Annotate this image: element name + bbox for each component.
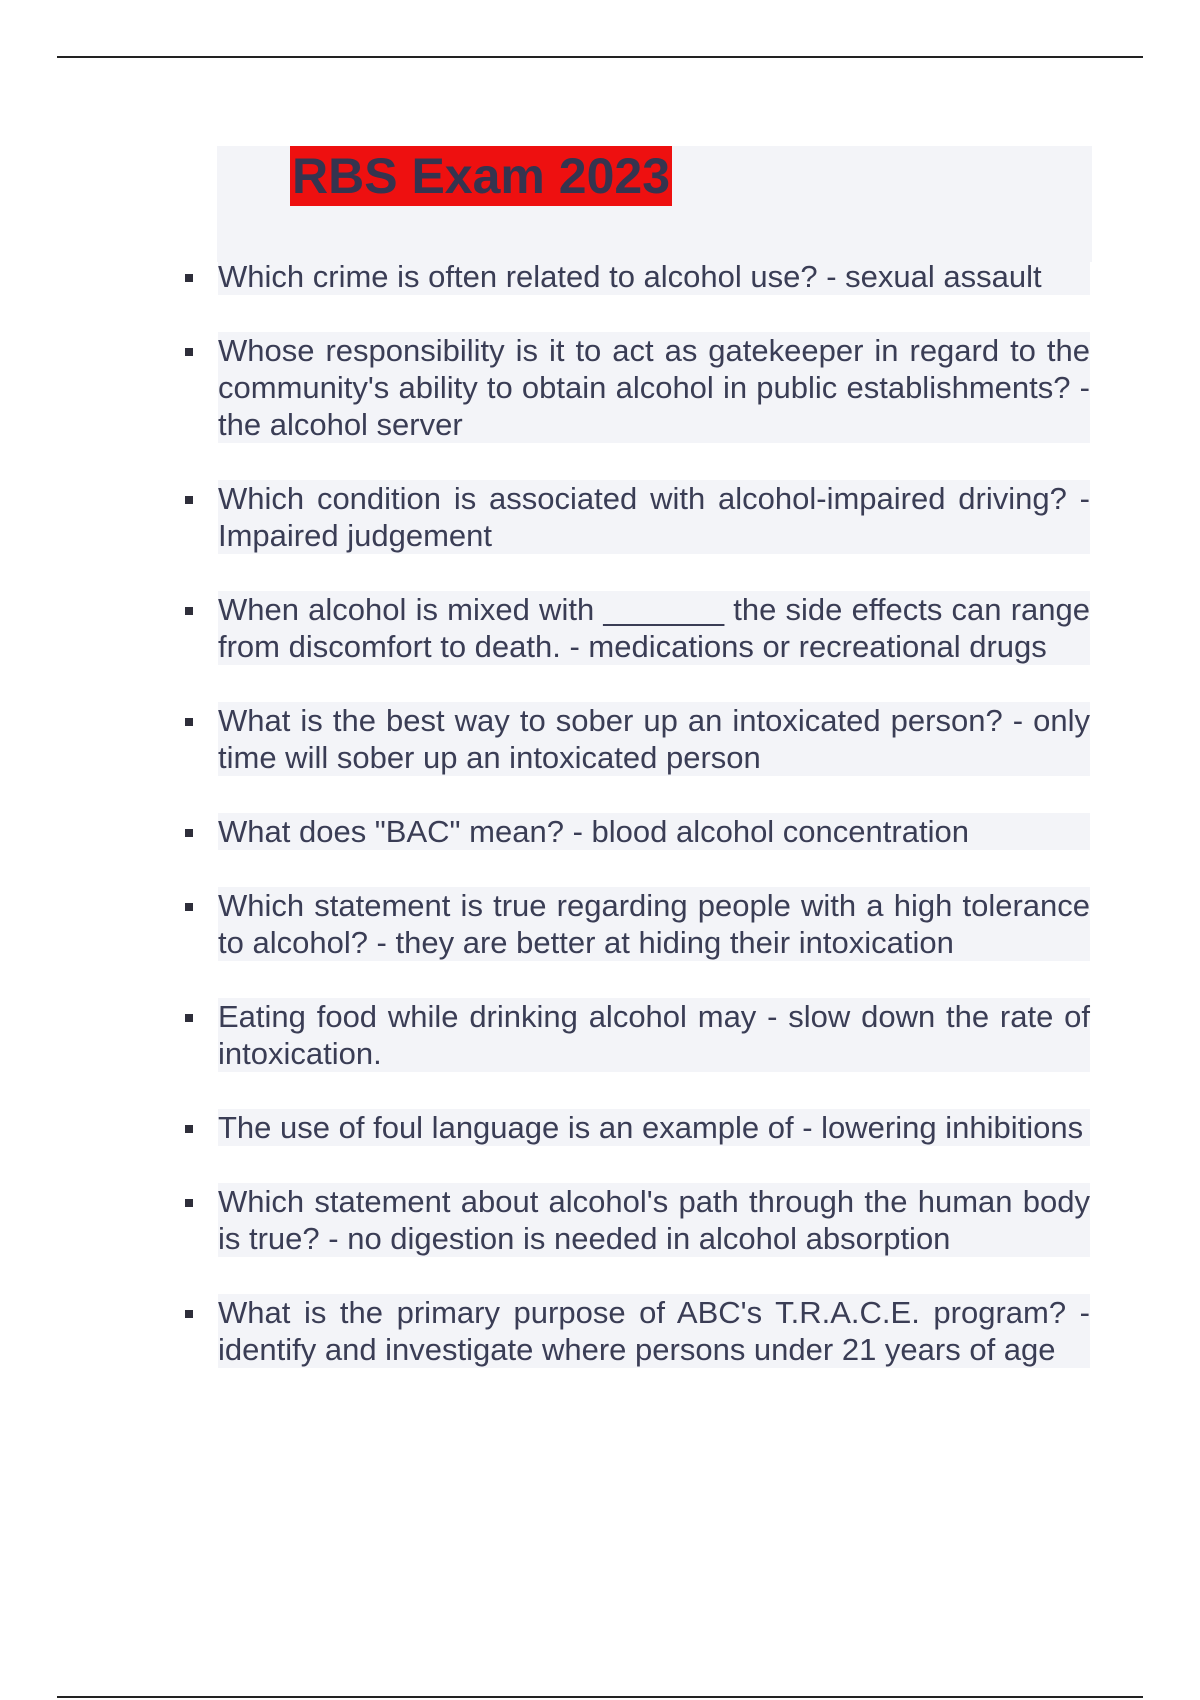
square-bullet-icon <box>185 274 193 282</box>
square-bullet-icon <box>185 1310 193 1318</box>
list-item <box>180 813 1090 850</box>
list-item <box>180 1294 1090 1368</box>
list-item-text: Whose responsibility is it to act as gatekeeper in regard to the community's ability to obtain alcohol in public establishments? - the alcohol server <box>218 333 1090 442</box>
list-item-text: Which statement about alcohol's path through the human body is true? - no digestion is needed in alcohol absorption <box>218 1184 1090 1256</box>
square-bullet-icon <box>185 348 193 356</box>
square-bullet-icon <box>185 718 193 726</box>
list-item <box>180 332 1090 443</box>
list-item <box>180 1183 1090 1257</box>
list-item-text: Which statement is true regarding people with a high tolerance to alcohol? - they are better at hiding their intoxication <box>218 888 1090 960</box>
list-item <box>180 258 1090 295</box>
list-item <box>180 480 1090 554</box>
square-bullet-icon <box>185 903 193 911</box>
list-item <box>180 887 1090 961</box>
list-item <box>180 998 1090 1072</box>
square-bullet-icon <box>185 607 193 615</box>
list-item-text: Which condition is associated with alcohol-impaired driving? - Impaired judgement <box>218 481 1090 553</box>
bottom-rule <box>57 1696 1143 1698</box>
square-bullet-icon <box>185 1125 193 1133</box>
qa-list <box>180 258 1090 1405</box>
list-item-text: What is the best way to sober up an intoxicated person? - only time will sober up an intoxicated person <box>218 703 1090 775</box>
top-rule <box>57 56 1143 58</box>
list-item-text: When alcohol is mixed with _______ the side effects can range from discomfort to death. - medications or recreational drugs <box>218 592 1090 664</box>
square-bullet-icon <box>185 496 193 504</box>
list-item-text: Eating food while drinking alcohol may - slow down the rate of intoxication. <box>218 999 1090 1071</box>
list-item-text: What does "BAC" mean? - blood alcohol concentration <box>218 813 1090 850</box>
list-item <box>180 591 1090 665</box>
page-title: RBS Exam 2023 <box>292 148 671 204</box>
square-bullet-icon <box>185 1014 193 1022</box>
list-item <box>180 702 1090 776</box>
list-item-text: The use of foul language is an example of - lowering inhibitions <box>218 1109 1090 1146</box>
list-item-text: What is the primary purpose of ABC's T.R.A.C.E. program? - identify and investigate where persons under 21 years of age <box>218 1295 1090 1367</box>
list-item <box>180 1109 1090 1146</box>
square-bullet-icon <box>185 1199 193 1207</box>
list-item-text: Which crime is often related to alcohol use? - sexual assault <box>218 258 1090 295</box>
square-bullet-icon <box>185 829 193 837</box>
